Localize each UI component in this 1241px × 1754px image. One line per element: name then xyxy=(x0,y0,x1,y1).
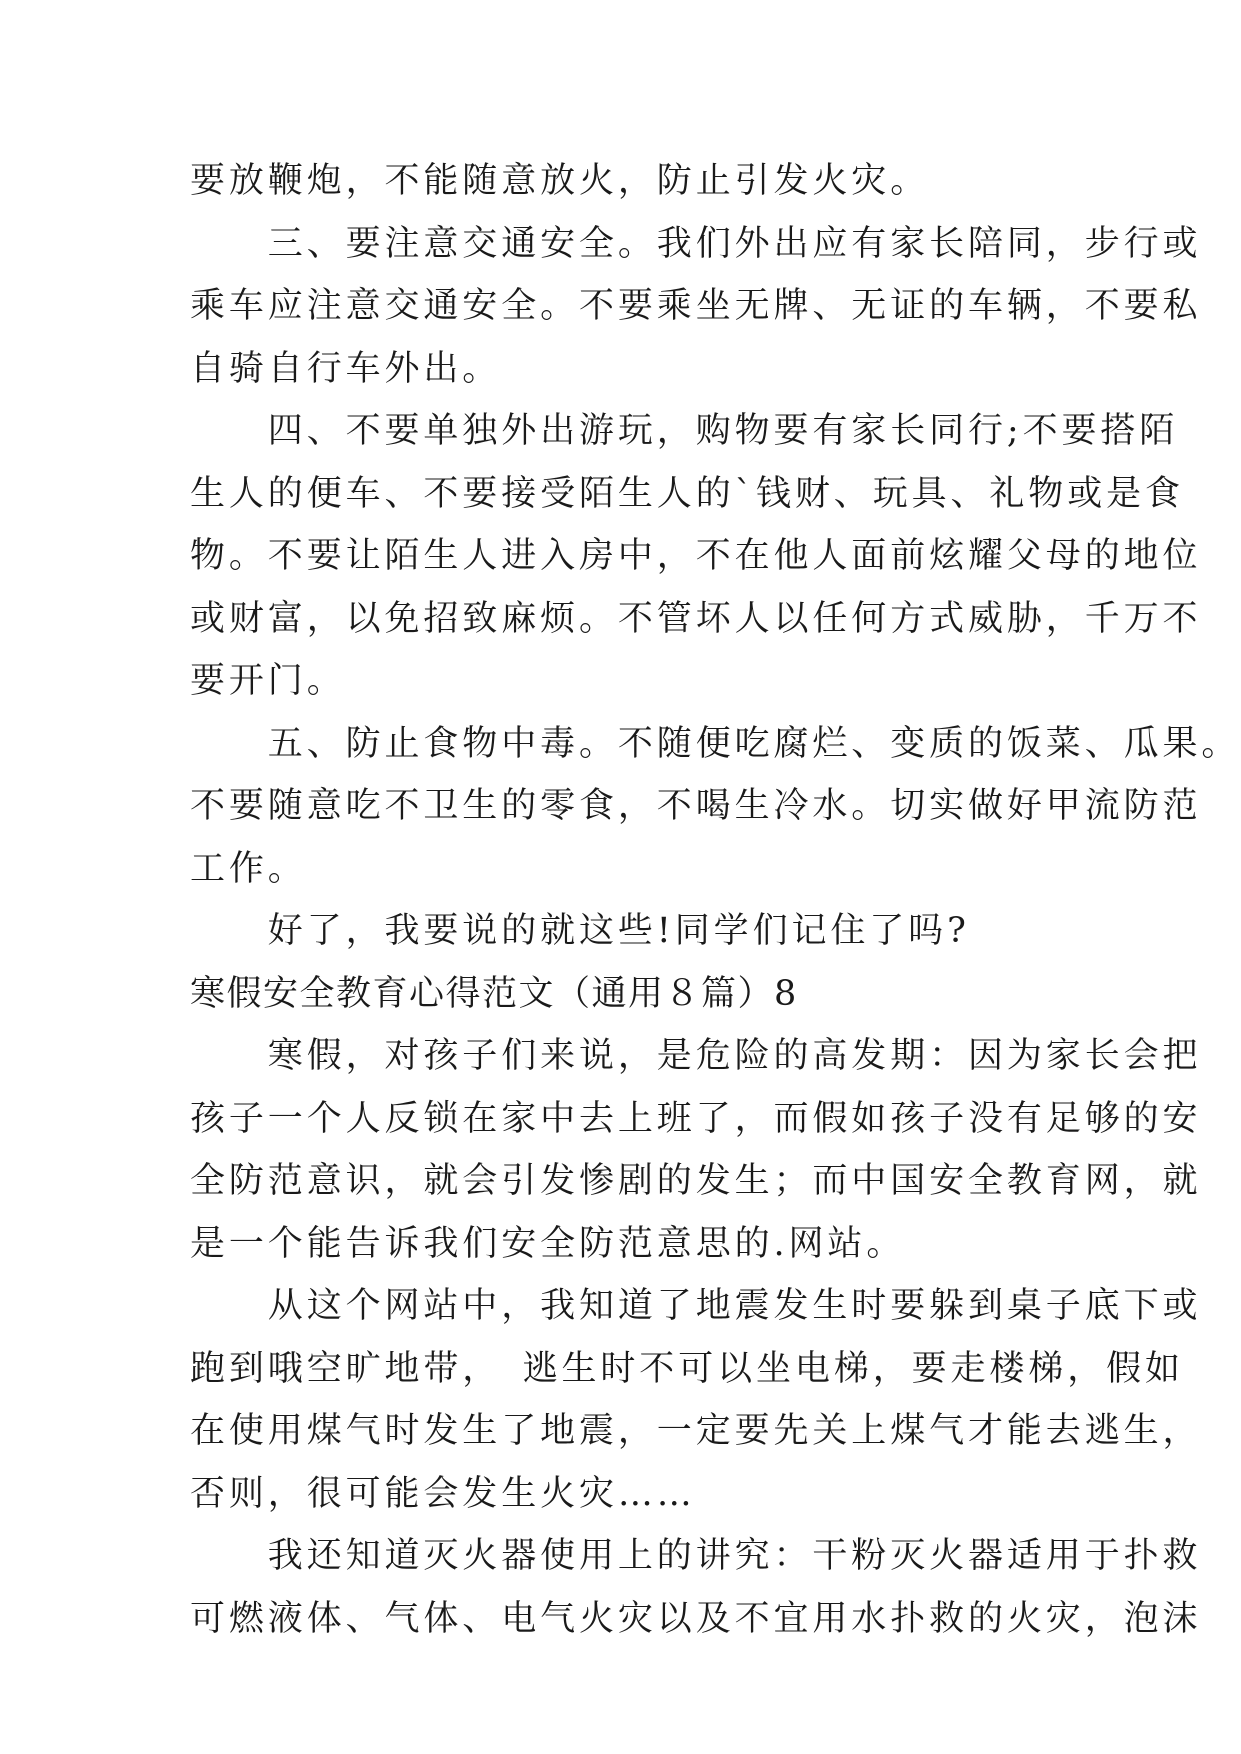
document-page xyxy=(190,150,1241,1650)
paragraph-line: 我还知道灭火器使用上的讲究：干粉灭火器适用于扑救 xyxy=(190,1536,1202,1576)
text-line: 孩子一个人反锁在家中去上班了，而假如孩子没有足够的安 xyxy=(190,1098,1202,1139)
text-line: 自骑自行车外出。 xyxy=(190,348,502,389)
text-line: 工作。 xyxy=(190,848,307,889)
text-line: 是一个能告诉我们安全防范意思的.网站。 xyxy=(190,1223,906,1264)
text-line: 否则，很可能会发生火灾…… xyxy=(190,1473,696,1514)
section-title: 寒假安全教育心得范文（通用８篇）8 xyxy=(190,973,798,1014)
paragraph-line: 四、不要单独外出游玩，购物要有家长同行;不要搭陌 xyxy=(190,411,1179,451)
paragraph-line: 好了，我要说的就这些!同学们记住了吗? xyxy=(190,911,970,951)
text-line: 乘车应注意交通安全。不要乘坐无牌、无证的车辆，不要私 xyxy=(190,286,1202,326)
paragraph-line: 五、防止食物中毒。不随便吃腐烂、变质的饭菜、瓜果。 xyxy=(190,723,1241,764)
text-line: 要放鞭炮，不能随意放火，防止引发火灾。 xyxy=(190,161,930,201)
text-line: 不要随意吃不卫生的零食，不喝生冷水。切实做好甲流防范 xyxy=(190,786,1202,826)
paragraph-line: 从这个网站中，我知道了地震发生时要躲到桌子底下或 xyxy=(190,1286,1202,1326)
paragraph-line: 寒假，对孩子们来说，是危险的高发期：因为家长会把 xyxy=(190,1036,1202,1076)
text-line: 物。不要让陌生人进入房中，不在他人面前炫耀父母的地位 xyxy=(190,536,1202,576)
text-line: 要开门。 xyxy=(190,661,346,701)
text-line: 在使用煤气时发生了地震，一定要先关上煤气才能去逃生， xyxy=(190,1411,1202,1451)
text-line: 跑到哦空旷地带， 逃生时不可以坐电梯，要走楼梯，假如 xyxy=(190,1348,1184,1389)
text-line: 生人的便车、不要接受陌生人的`钱财、玩具、礼物或是食 xyxy=(190,473,1184,514)
text-line: 或财富，以免招致麻烦。不管坏人以任何方式威胁，千万不 xyxy=(190,598,1202,639)
paragraph-line: 三、要注意交通安全。我们外出应有家长陪同，步行或 xyxy=(190,223,1202,264)
text-line: 可燃液体、气体、电气火灾以及不宜用水扑救的火灾，泡沫 xyxy=(190,1598,1202,1639)
text-line: 全防范意识，就会引发惨剧的发生；而中国安全教育网，就 xyxy=(190,1161,1202,1201)
